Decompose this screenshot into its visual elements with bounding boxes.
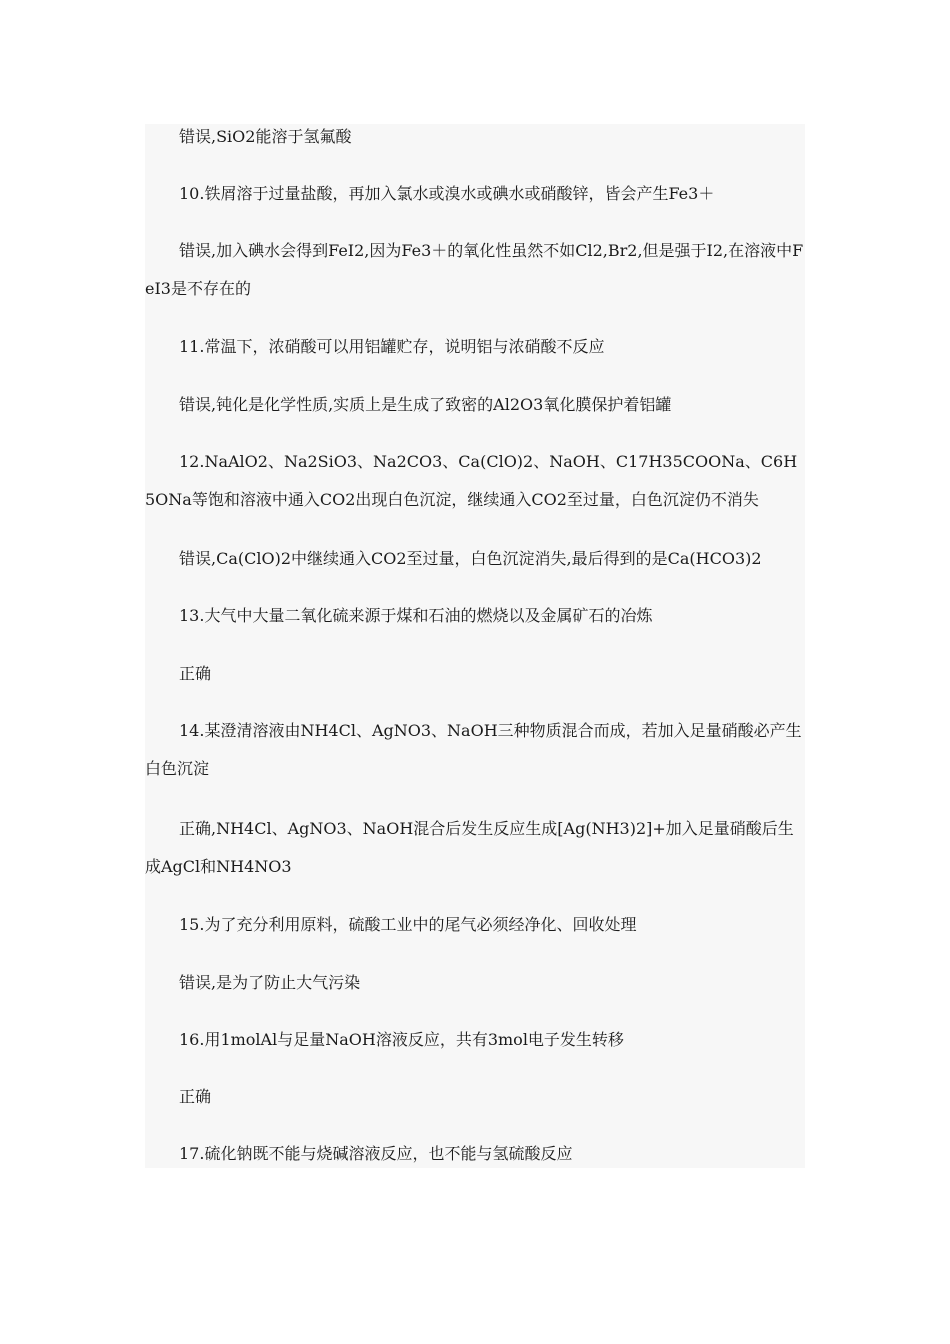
paragraph-answer-15: 错误,是为了防止大气污染 [179,973,361,992]
paragraph-answer-11: 错误,钝化是化学性质,实质上是生成了致密的Al2O3氧化膜保护着铝罐 [179,395,672,414]
paragraph-answer-14: 正确,NH4Cl、AgNO3、NaOH混合后发生反应生成[Ag(NH3)2]+加入足量硝酸后生成AgCl和NH4NO3 [145,819,794,876]
paragraph-question-10: 10.铁屑溶于过量盐酸，再加入氯水或溴水或碘水或硝酸锌，皆会产生Fe3＋ [179,184,715,203]
paragraph-answer-16: 正确 [179,1087,212,1106]
paragraph-answer-12: 错误,Ca(ClO)2中继续通入CO2至过量，白色沉淀消失,最后得到的是Ca(HCO3)2 [179,549,762,568]
paragraph-answer-10: 错误,加入碘水会得到FeI2,因为Fe3＋的氧化性虽然不如Cl2,Br2,但是强于I2,在溶液中FeI3是不存在的 [145,241,804,298]
paragraph-answer-13: 正确 [179,664,212,683]
paragraph-answer-9: 错误,SiO2能溶于氢氟酸 [179,127,352,146]
paragraph-question-14: 14.某澄清溶液由NH4Cl、AgNO3、NaOH三种物质混合而成，若加入足量硝酸必产生白色沉淀 [145,721,802,778]
paragraph-question-15: 15.为了充分利用原料，硫酸工业中的尾气必须经净化、回收处理 [179,915,637,934]
paragraph-question-12: 12.NaAlO2、Na2SiO3、Na2CO3、Ca(ClO)2、NaOH、C17H35COONa、C6H5ONa等饱和溶液中通入CO2出现白色沉淀，继续通入CO2至过量，白色沉淀仍不消失 [145,452,798,509]
paragraph-question-17: 17.硫化钠既不能与烧碱溶液反应，也不能与氢硫酸反应 [179,1144,573,1163]
paragraph-question-13: 13.大气中大量二氧化硫来源于煤和石油的燃烧以及金属矿石的冶炼 [179,606,653,625]
paragraph-question-16: 16.用1molAl与足量NaOH溶液反应，共有3mol电子发生转移 [179,1030,624,1049]
paragraph-question-11: 11.常温下，浓硝酸可以用铝罐贮存，说明铝与浓硝酸不反应 [179,337,605,356]
